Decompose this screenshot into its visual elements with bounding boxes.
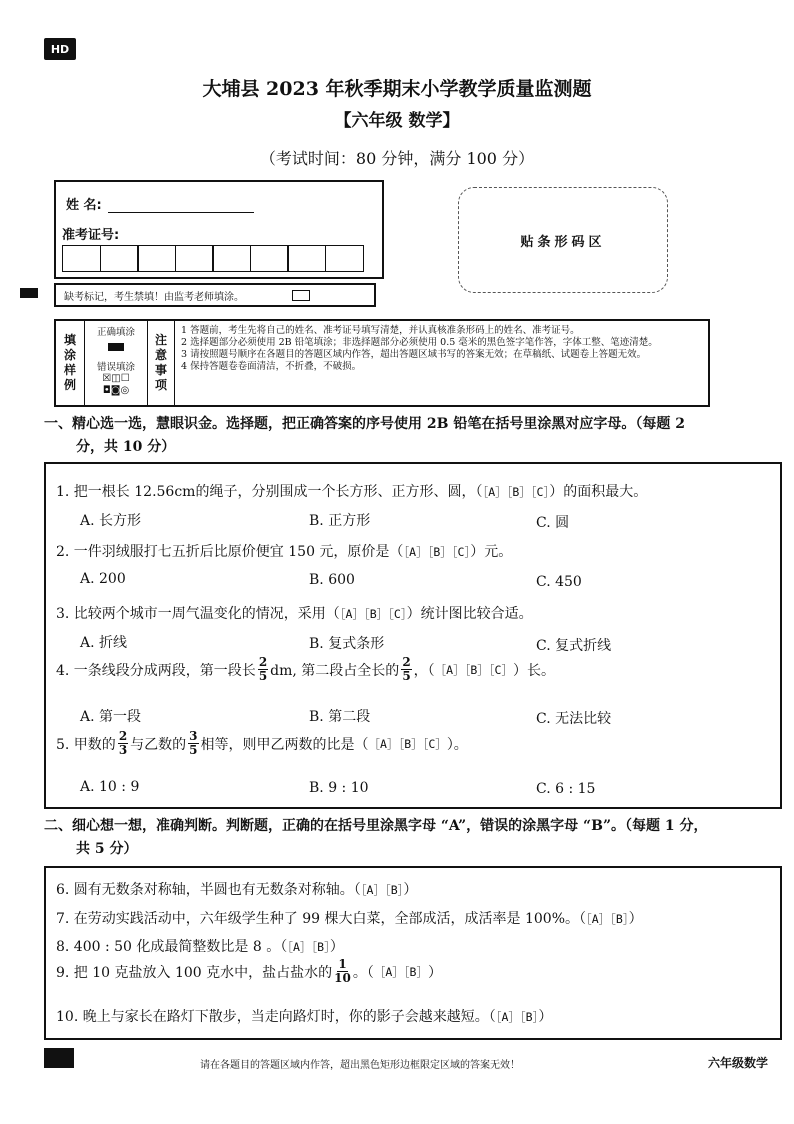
id-cell[interactable]	[137, 245, 176, 272]
q5-option-b: B. 9 : 10	[309, 780, 369, 796]
q9-choices[interactable]: ［A］［B］	[373, 964, 428, 979]
id-cell[interactable]	[175, 245, 214, 272]
note-item: 2 选择题部分必须使用 2B 铅笔填涂；非选择题部分必须使用 0.5 毫米的黑色签字笔作答，字体工整、笔迹清楚。	[181, 337, 658, 348]
q3-option-c: C. 复式折线	[536, 638, 612, 654]
fraction: $\frac{2}{3}$	[118, 729, 128, 757]
q1-option-c: C. 圆	[536, 515, 570, 531]
exam-id-cells[interactable]	[62, 245, 362, 272]
q10-choices[interactable]: ［A］［B］	[495, 1010, 539, 1024]
absent-text: 缺考标记，考生禁填！由监考老师填涂。	[64, 291, 244, 303]
fraction: $\frac{3}{5}$	[189, 729, 198, 757]
footer-label: 六年级数学	[708, 1056, 769, 1070]
id-cell[interactable]	[287, 245, 326, 272]
barcode-zone: 贴条形码区	[458, 187, 668, 293]
question-9: 9. 把 10 克盐放入 100 克水中，盐占盐水的 $\frac{1}{10}$ 。（ ［A］［B］ ）	[56, 957, 442, 985]
question-2: 2. 一件羽绒服打七五折后比原价便宜 150 元，原价是（［A］［B］［C］）元。	[56, 544, 513, 560]
wrong-fill-marks-2: ◘◙◎	[102, 385, 130, 396]
q4-option-c: C. 无法比较	[536, 711, 612, 727]
q2-option-c: C. 450	[536, 574, 582, 590]
id-cell[interactable]	[325, 245, 364, 272]
section2-heading: 二、细心想一想，准确判断。判断题，正确的在括号里涂黑字母 “A”，错误的涂黑字母 “B”。（每题 1 分， 共 5 分）	[44, 818, 708, 857]
correct-fill-mark	[108, 343, 124, 351]
timing-mark	[20, 288, 38, 298]
wrong-fill-marks: ☒◫☐	[102, 373, 130, 384]
absent-box	[54, 283, 376, 307]
exam-title: 大埔县 2023 年秋季期末小学教学质量监测题	[202, 78, 592, 100]
fraction: $\frac{2}{5}$	[402, 655, 411, 683]
absent-checkbox[interactable]	[292, 290, 310, 301]
q4-option-b: B. 第二段	[309, 709, 371, 725]
id-cell[interactable]	[62, 245, 101, 272]
notes-label: 注 意 事 项	[148, 321, 175, 405]
q3-option-a: A. 折线	[80, 635, 128, 651]
q2-choices[interactable]: ［A］［B］［C］	[403, 545, 471, 559]
correct-fill-label: 正确填涂	[96, 327, 135, 338]
fraction: $\frac{1}{10}$	[334, 957, 351, 985]
student-info-box	[54, 180, 384, 279]
question-8: 8. 400 : 50 化成最简整数比是 8 。（［A］［B］）	[56, 939, 344, 955]
q5-choices[interactable]: ［A］［B］［C］	[368, 736, 447, 751]
question-10: 10. 晚上与家长在路灯下散步，当走向路灯时，你的影子会越来越短。（［A］［B］）	[56, 1009, 553, 1025]
hd-badge: HD	[44, 38, 76, 60]
q7-choices[interactable]: ［A］［B］	[586, 912, 629, 926]
name-label: 姓 名:	[66, 198, 102, 213]
id-cell[interactable]	[250, 245, 289, 272]
fraction: $\frac{2}{5}$	[258, 655, 268, 683]
note-item: 3 请按照题号顺序在各题目的答题区域内作答，超出答题区域书写的答案无效；在草稿纸、试题卷上答题无效。	[181, 349, 647, 360]
question-3: 3. 比较两个城市一周气温变化的情况，采用（［A］［B］［C］）统计图比较合适。	[56, 606, 533, 622]
section1-heading: 一、精心选一选，慧眼识金。选择题，把正确答案的序号使用 2B 铅笔在括号里涂黑对应字母。（每题 2 分，共 10 分）	[44, 416, 685, 455]
q1-choices[interactable]: ［A］［B］［C］	[482, 485, 550, 499]
footer-note: 请在各题目的答题区域内作答，超出黑色矩形边框限定区域的答案无效！	[200, 1060, 520, 1071]
q4-choices[interactable]: ［A］［B］［C］	[434, 662, 513, 677]
exam-info: （考试时间：80 分钟，满分 100 分）	[259, 149, 535, 168]
exam-subtitle: 【六年级 数学】	[334, 111, 460, 131]
fill-sample-label: 填 涂 样 例	[56, 321, 85, 405]
q1-option-a: A. 长方形	[80, 513, 142, 529]
question-5: 5. 甲数的 $\frac{2}{3}$ 与乙数的 $\frac{3}{5}$ 相等，则甲乙两数的比是（ ［A］［B］［C］ ）。	[56, 729, 468, 757]
q2-option-a: A. 200	[80, 571, 126, 587]
question-1: 1. 把一根长 12.56cm的绳子，分别围成一个长方形、正方形、圆，（［A］［B］［C］）的面积最大。	[56, 484, 648, 500]
fill-sample-area	[85, 321, 148, 405]
id-cell[interactable]	[100, 245, 139, 272]
note-item: 1 答题前，考生先将自己的姓名、准考证号填写清楚，并认真核准条形码上的姓名、准考证号。	[181, 325, 580, 336]
question-7: 7. 在劳动实践活动中，六年级学生种了 99 棵大白菜，全部成活，成活率是 100%。（［A］［B］）	[56, 911, 643, 927]
question-6: 6. 圆有无数条对称轴，半圆也有无数条对称轴。（［A］［B］）	[56, 882, 418, 898]
note-item: 4 保持答题卷卷面清洁，不折叠，不破损。	[181, 361, 362, 372]
q2-option-b: B. 600	[309, 572, 355, 588]
wrong-fill-label: 错误填涂	[96, 362, 135, 373]
q5-option-a: A. 10 : 9	[80, 779, 140, 795]
q4-option-a: A. 第一段	[80, 709, 142, 725]
q1-option-b: B. 正方形	[309, 513, 371, 529]
q8-choices[interactable]: ［A］［B］	[287, 940, 330, 954]
notes-list	[175, 321, 708, 405]
name-input-line[interactable]	[108, 198, 254, 213]
id-cell[interactable]	[212, 245, 251, 272]
q6-choices[interactable]: ［A］［B］	[360, 883, 404, 897]
exam-id-label: 准考证号:	[62, 228, 120, 243]
instructions-box	[54, 319, 710, 407]
q5-option-c: C. 6 : 15	[536, 781, 596, 797]
footer-timing-mark	[44, 1048, 74, 1068]
q3-choices[interactable]: ［A］［B］［C］	[339, 607, 407, 621]
q3-option-b: B. 复式条形	[309, 636, 385, 652]
question-4: 4. 一条线段分成两段，第一段长 $\frac{2}{5}$ dm, 第二段占全长的 $\frac{2}{5}$ ，（ ［A］［B］［C］ ）长。	[56, 655, 555, 683]
